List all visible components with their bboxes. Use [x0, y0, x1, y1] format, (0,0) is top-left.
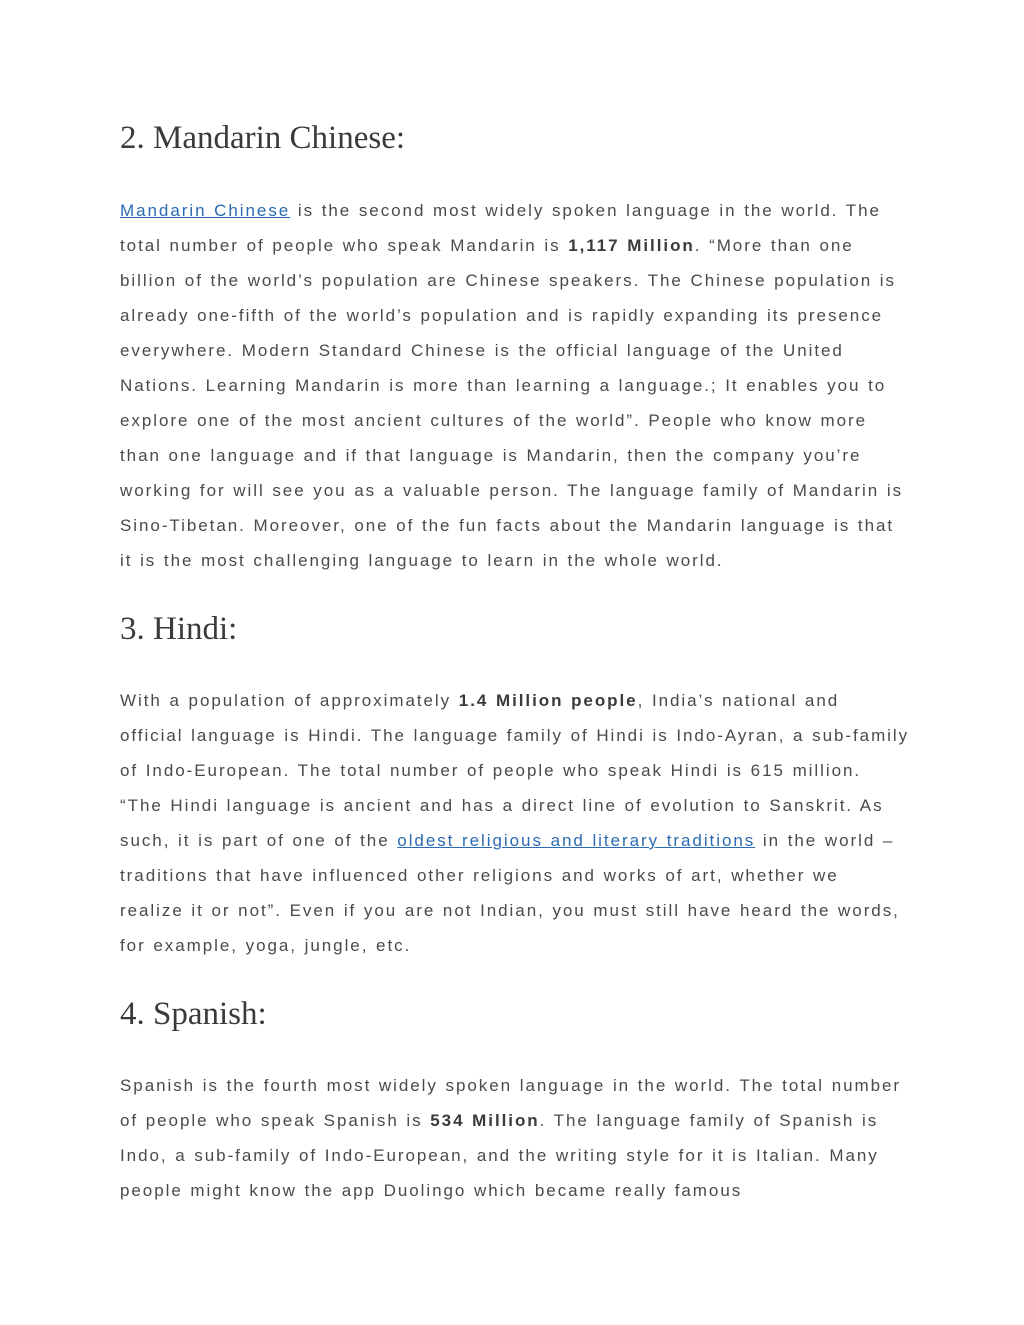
section-paragraph	[120, 683, 910, 963]
paragraph-text: is the second most widely spoken language in the world. The total number of people who speak Mandarin is	[120, 201, 881, 255]
section-paragraph	[120, 1068, 910, 1208]
oldest-traditions-link[interactable]: oldest religious and literary traditions	[397, 831, 756, 850]
document-page	[120, 115, 910, 1208]
paragraph-text: Spanish is the fourth most widely spoken language in the world. The total number of people who speak Spanish is	[120, 1076, 902, 1130]
bold-figure: 534 Million	[430, 1111, 540, 1130]
paragraph-text: With a population of approximately	[120, 691, 459, 710]
section-heading: 3. Hindi:	[120, 611, 238, 647]
section-mandarin	[120, 115, 910, 578]
bold-figure: 1.4 Million people	[458, 691, 638, 710]
paragraph-text: . The language family of Spanish is Indo, a sub-family of Indo-European, and the writing style for it is Italian. Many people might know the app Duolingo which became really famous	[120, 1111, 879, 1200]
paragraph-text: in the world – traditions that have influenced other religions and works of art, whether we realize it or not”. Even if you are not Indian, you must still have heard the words, for example, yoga, jungle, etc.	[120, 831, 900, 955]
section-hindi	[120, 606, 910, 963]
mandarin-chinese-link[interactable]: Mandarin Chinese	[120, 201, 291, 220]
section-heading: 4. Spanish:	[120, 996, 267, 1032]
paragraph-text: . “More than one billion of the world’s population are Chinese speakers. The Chinese population is already one-fifth of the world’s population and is rapidly expanding its presence everywhere. Modern Standard Chinese is the official language of the United Nations. Learning Mandarin is more than learning a language.; It enables you to explore one of the most ancient cultures of the world”. People who know more than one language and if that language is Mandarin, then the company you’re working for will see you as a valuable person. The language family of Mandarin is Sino-Tibetan. Moreover, one of the fun facts about the Mandarin language is that it is the most challenging language to learn in the whole world.	[120, 236, 904, 570]
bold-figure: 1,117 Million	[568, 236, 695, 255]
section-spanish	[120, 991, 910, 1208]
section-heading: 2. Mandarin Chinese:	[120, 120, 406, 156]
paragraph-text: , India’s national and official language is Hindi. The language family of Hindi is Indo-Ayran, a sub-family of Indo-European. The total number of people who speak Hindi is 615 million. “The Hindi language is ancient and has a direct line of evolution to Sanskrit. As such, it is part of one of the	[120, 691, 910, 850]
section-paragraph	[120, 193, 910, 578]
